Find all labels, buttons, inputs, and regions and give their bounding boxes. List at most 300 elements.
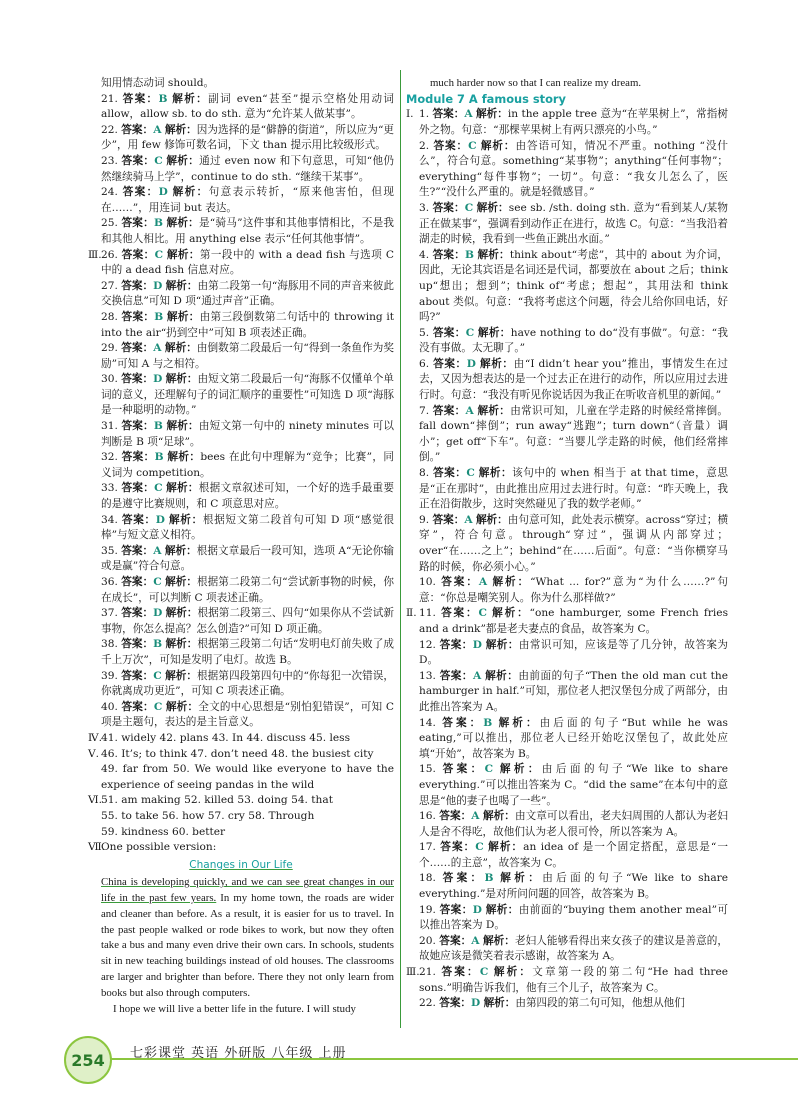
answer-letter: A [153,544,162,557]
explanation-text: 该句中的 when 相当于 at that time，意思是“正在那时”，由此推出应用过去进行时。句意：“昨天晚上，我正在沿街散步，这时突然碰见了我的数学老师。” [419,467,729,511]
question-number: 21. [101,92,118,105]
answer-letter: B [154,451,164,464]
answer-entry [88,341,394,372]
answer-entry [406,606,728,637]
answer-label: 答案： [121,342,154,355]
answer-letter: A [471,810,480,823]
explanation-label: 解析： [482,934,515,947]
answer-letter: C [154,482,163,495]
question-number: 31. [101,420,118,433]
question-number: 3. [419,201,430,214]
explanation-text: 是“骑马”这件事和其他事情相比，不是我和其他人相比。用 anything else 表示“任何其他事情”。 [101,217,395,245]
explanation-text: think about“考虑”，其中的 about 为介词，因此，无论其宾语是名词还是代词，都要放在 about 之后；think up“想出；想到”；think of“考虑；想起”，其用法和 think about 类似。句意：“我将考虑这个问题，待会儿给你回电话，好吗?” [419,248,729,324]
explanation-text: an idea of 是一个固定搭配，意思是“一个……的主意”，故答案为 C。 [419,841,728,869]
answer-label: 答案： [442,763,485,776]
vocab-row [88,731,394,747]
explanation-text: “one hamburger, some French fries and a drink”都是老夫妻点的食品，故答案为 C。 [419,607,729,635]
question-number: 27. [101,279,118,292]
section-numeral: Ⅲ. [88,248,102,261]
vocab-answer: 52. killed [184,794,234,807]
answer-entry [88,248,394,279]
question-number: 9. [419,513,430,526]
answer-entry [406,201,728,248]
explanation-text: 由答语可知，情况不严重。nothing “没什么”，符合句意。something“某事物”；anything“任何事物”；everything“每件事物”；一切”。句意：“我女儿怎么了，医生?”“没什么严重的。就是轻微感冒。” [419,139,729,199]
explanation-text: 由第四段的第二句可知，他想从他们 [515,997,685,1010]
answer-entry [88,700,394,731]
answer-letter: D [153,373,163,386]
answer-letter: C [464,201,474,214]
explanation-label: 解析： [479,357,514,370]
question-number: 15. [419,763,436,776]
explanation-label: 解析： [166,482,199,495]
answer-label: 答案： [433,467,467,480]
answer-entry [88,372,394,419]
answer-letter: D [471,997,481,1010]
answer-entry [406,809,728,840]
answer-entry [88,279,394,310]
question-number: 19. [419,903,436,916]
answer-entry [88,669,394,700]
explanation-text: 句意表示转折，“原来他害怕，但现在……”，用连词 but 表达。 [101,186,395,214]
answer-entry [406,669,728,716]
explanation-label: 解析： [480,139,516,152]
vocab-answer: 54. that [291,794,333,807]
answer-entry [406,575,728,606]
question-number: 35. [101,544,118,557]
answer-entry [406,716,728,763]
question-number: 29. [101,342,118,355]
answer-letter: D [158,186,168,199]
answer-label: 答案： [441,576,479,589]
question-number: 7. [419,404,430,417]
vocab-answer: 60. better [171,825,226,838]
answer-label: 答案： [121,513,156,526]
explanation-text: 由第三段倒数第二句话中的 throwing it into the air“扔到空中”可知 B 项表述正确。 [101,310,395,339]
answer-letter: C [153,669,162,682]
question-number: 11. [419,607,436,620]
answer-entry [406,139,728,201]
question-number: 2. [419,139,430,152]
explanation-text: 由倒数第二段最后一句“得到一条鱼作为奖励”可知 A 与之相符。 [101,342,395,370]
answer-letter: B [158,92,168,105]
explanation-text: 由前面的句子“Then the old man cut the hamburger in half.”可知，那位老人把汉堡包分成了两部分，由此推出答案为 A。 [419,669,728,713]
question-number: 21. [419,966,436,979]
explanation-label: 解析： [164,544,197,557]
answer-label: 答案： [440,841,476,854]
answer-entry [88,419,394,450]
answer-label: 答案： [432,248,465,261]
vocab-row [88,825,394,841]
explanation-text: 由文章可以看出，老夫妇周围的人都认为老妇人是舍不得吃，故他们认为老人很可怜，所以答案为 A。 [419,810,729,838]
question-number: 22. [419,997,436,1010]
answer-entry [406,903,728,934]
book-title: 七彩课堂 英语 外研版 八年级 上册 [130,1046,347,1061]
section-numeral: Ⅴ. [88,747,100,760]
explanation-label: 解析： [478,467,513,480]
left-column [88,76,394,1017]
answer-entry [406,762,728,809]
answer-letter: C [153,576,162,588]
explanation-label: 解析： [488,841,524,854]
question-number: 37. [101,607,118,620]
answer-letter: C [154,154,163,167]
answer-entry [406,404,728,466]
explanation-text: see sb. /sth. doing sth. 意为“看到某人/某物正在做某事”，强调看到动作正在进行，故选 C。句意：“当我沿着湖走的时候，我看到一些鱼正跳出水面。” [419,201,728,246]
explanation-text: 由常识可知，儿童在学走路的时候经常摔倒。fall down“摔倒”；run away“逃跑”；turn down“（音量）调小”；get off“下车”。句意：“当婴儿学走路的时候，他们经常摔倒。” [419,404,729,464]
answer-entry [406,871,728,902]
answer-entry [88,637,394,668]
explanation-label: 解析： [165,373,198,386]
explanation-label: 解析： [493,966,533,979]
answer-label: 答案： [122,186,159,199]
explanation-text: 通过 even now 和下句意思，可知“他仍然继续骑马上学”，continue to do sth. “继续干某事”。 [101,154,395,183]
vocab-answer: 45. less [309,731,351,744]
answer-letter: D [153,607,163,620]
answer-entry [406,513,728,575]
answer-letter: A [153,342,162,355]
explanation-text: 全文的中心思想是“别怕犯错误”，可知 C 项是主题句，表达的是主旨意义。 [101,700,394,729]
vocab-answer: 44. discuss [246,731,306,744]
answer-entry [88,450,394,481]
explanation-label: 解析： [164,342,197,355]
explanation-label: 解析： [172,92,209,105]
explanation-text: 根据文章最后一段可知，选项 A“无论你输或是赢”符合句意。 [101,544,395,573]
page-number: 254 [64,1036,112,1084]
explanation-label: 解析： [165,576,198,588]
answer-label: 答案： [121,576,154,588]
answer-entry [406,357,728,404]
section-numeral: Ⅵ. [88,794,103,807]
vocab-answer: 46. It’s; to think [101,747,188,760]
answer-label: 答案： [432,404,466,417]
page-footer [0,1028,800,1112]
answer-letter: D [153,279,163,292]
explanation-text: “What ... for?”意为“为什么……?”句意：“你总是嘲笑别人。你为什么那样做?” [419,576,729,604]
answer-label: 答案： [432,326,466,339]
answer-label: 答案： [121,279,154,292]
explanation-text: 老妇人能够看得出来女孩子的建议是善意的，故她应该是微笑着表示感谢，故答案为 A。 [419,934,729,963]
question-number: 26. [101,248,118,261]
answer-letter: C [465,326,475,339]
explanation-text: 由后面的句子“But while he was eating,”可以推出，那位老人已经开始吃汉堡包了，故此处应填“开始”，故答案为 B。 [419,716,728,760]
answer-entry [88,575,394,606]
vocab-row [88,793,394,809]
answer-letter: C [468,139,477,152]
answer-label: 答案： [441,607,479,620]
module-heading: Module 7 A famous story [406,91,566,106]
explanation-label: 解析： [166,248,200,261]
essay-paragraph-1 [101,875,394,1001]
answer-letter: B [484,872,494,885]
question-number: 25. [101,217,118,230]
section-7-heading [88,840,394,856]
explanation-label: 解析： [172,186,209,199]
question-number: 12. [419,638,436,651]
answer-entry [88,92,394,123]
answer-label: 答案： [442,716,484,729]
answer-letter: B [153,420,163,433]
explanation-label: 解析： [476,201,509,214]
explanation-label: 解析： [169,513,203,526]
answer-entry [406,934,728,965]
explanation-text: 根据第四段第四句中的“你每犯一次错误，你就离成功更近”，可知 C 项表述正确。 [101,669,395,698]
answer-entry [406,248,728,326]
explanation-text: 由第二段第一句“海豚用不同的声音来彼此交换信息”可知 D 项“通过声音”正确。 [101,279,394,308]
essay-paragraph-2: I hope we will live a better life in the future. I will study [113,1002,356,1015]
essay-text: In my home town, the roads are wider and cleaner than before. As a result, it is easier for us to travel. In the past people walked or rode bikes to work, but now they often take a bus and many even drive their own cars. In schools, students sit in new teaching buildings instead of old houses. The classrooms are larger and brighter than before. There they not only learn from books but also through computers. [101,892,394,999]
question-number: 20. [419,934,436,947]
explanation-label: 解析： [475,108,508,121]
answer-label: 答案： [122,92,159,105]
answer-letter: C [479,966,489,979]
section-numeral: Ⅱ. [406,607,417,620]
answer-entry [88,216,394,247]
question-number: 28. [101,310,118,323]
vocab-answer: 41. widely [101,731,157,744]
explanation-text: 根据第二段第二句“尝试新事物的时候，你在成长”，可以判断 C 项表述正确。 [101,576,395,604]
answer-entry [406,965,728,996]
answer-entry [406,638,728,669]
question-number: 10. [419,576,436,589]
question-number: 23. [101,154,118,167]
answer-letter: B [153,217,163,230]
vocab-answer: 49. far from [101,763,169,776]
explanation-text: 副词 even“甚至”提示空格处用动词 allow，allow sb. to do sth. 意为“允许某人做某事”。 [101,92,395,121]
answer-label: 答案： [439,903,473,916]
answer-letter: B [154,310,164,323]
answer-label: 答案： [121,123,154,136]
explanation-label: 解析： [477,404,511,417]
explanation-text: 由常识可知，应该是等了几分钟，故答案为 D。 [419,638,729,667]
explanation-text: have nothing to do“没有事做”。句意：“我没有事做。太无聊了。” [419,326,729,355]
question-number: 8. [419,467,430,480]
explanation-label: 解析： [477,248,510,261]
answer-entry [88,544,394,575]
answer-letter: D [155,513,165,526]
explanation-text: in the apple tree 意为“在苹果树上”，常指树外之物。句意：“那棵苹果树上有两只漂亮的小鸟。” [419,108,728,136]
explanation-text: 由“I didn’t hear you”推出，事情发生在过去，又因为想表达的是一个过去正在进行的动作，所以应用过去进行时。句意：“我没有听见你说话因为我正在听收音机里的新闻。” [419,357,728,402]
vocab-row [88,809,394,825]
answer-label: 答案： [441,966,480,979]
answer-entry [88,185,394,216]
answer-entry [406,840,728,871]
explanation-text: 根据第三段第二句话“发明电灯前失败了成千上万次”，可知是发明了电灯。故选 B。 [101,638,395,666]
answer-entry [88,606,394,637]
explanation-text: 由短文第一句中的 ninety minutes 可以判断是 B 项“足球”。 [101,420,395,448]
essay-title: Changes in Our Life [189,858,293,871]
explanation-label: 解析： [165,669,198,682]
explanation-label: 解析： [482,810,515,823]
explanation-label: 解析： [492,607,530,620]
explanation-text: 第一段中的 with a dead fish 与选项 C 中的 a dead fish 信息对应。 [101,248,395,277]
answer-letter: D [472,903,482,916]
vocab-row [88,762,394,793]
explanation-text: 由前面的“buying them another meal”可以推出答案为 D。 [419,903,728,932]
answer-label: 答案： [121,544,154,557]
question-number: 16. [419,810,436,823]
explanation-label: 解析： [165,607,198,620]
question-number: 5. [419,326,430,339]
answer-letter: B [464,248,474,261]
section-numeral: Ⅶ. [88,841,106,854]
question-number: 38. [101,638,118,651]
answer-letter: C [466,467,475,480]
answer-letter: D [466,357,476,370]
explanation-label: 解析： [485,638,519,651]
answer-entry [406,107,728,138]
answer-entry [88,481,394,512]
explanation-label: 解析： [499,763,542,776]
answer-label: 答案： [121,700,154,713]
answer-letter: D [472,638,482,651]
explanation-label: 解析： [165,700,199,713]
explanation-text: 由句意可知，此处表示横穿。across“穿过；横穿”，符合句意。through“穿过”，强调从内部穿过；over“在……之上”；behind“在……后面”。句意：“当你横穿马路的时候，你必须小心。” [419,513,729,573]
explanation-label: 解析： [166,420,199,433]
answer-label: 答案： [432,513,465,526]
question-number: 6. [419,357,430,370]
question-number: 32. [101,451,118,464]
vocab-row [88,747,394,763]
vocab-answer: 57. cry [207,809,245,822]
vocab-answer: 42. plans [159,731,209,744]
question-number: 22. [101,123,118,136]
explanation-label: 解析： [483,997,516,1010]
explanation-label: 解析： [166,217,199,230]
answer-label: 答案： [439,638,473,651]
explanation-text: 由后面的句子“We like to share everything.”可以推出答案为 C。“did the same”在本句中的意思是“他的妻子也喝了一些”。 [419,763,729,807]
question-number: 33. [101,482,118,495]
explanation-label: 解析： [166,310,200,323]
answer-letter: C [484,763,494,776]
answer-letter: A [153,123,162,136]
explanation-label: 解析： [485,903,519,916]
answer-label: 答案： [121,669,154,682]
explanation-label: 解析： [167,451,201,464]
answer-letter: A [472,669,482,682]
answer-letter: B [483,716,493,729]
answer-label: 答案： [439,934,472,947]
vocab-answer: 47. don’t need [190,747,268,760]
answer-label: 答案： [121,154,155,167]
vocab-answer: 55. to take [101,809,159,822]
answer-entry [88,123,394,154]
question-number: 30. [101,373,118,386]
essay-continuation: much harder now so that I can realize my dream. [430,77,642,89]
explanation-text: 由后面的句子“We like to share everything.”是对所问问题的回答，故答案为 B。 [419,872,729,901]
answer-label: 答案： [432,108,465,121]
answer-entry [88,513,394,544]
question-number: 18. [419,872,436,885]
question-number: 24. [101,186,118,199]
explanation-text: 因为选择的是“僻静的街道”，所以应为“更少”，用 few 修饰可数名词，下文 than 提示用比较级形式。 [101,123,395,152]
vocab-answer: 53. doing [237,794,288,807]
column-divider [400,70,401,1028]
explanation-label: 解析： [492,576,531,589]
explanation-text: 根据文章叙述可知，一个好的选手最重要的是遵守比赛规则，和 C 项意思对应。 [101,482,395,511]
vocab-answer: 58. Through [248,809,315,822]
explanation-text: bees 在此句中理解为“竞争；比赛”，同义词为 competition。 [101,451,395,479]
explanation-label: 解析： [500,872,543,885]
question-number: 40. [101,700,118,713]
answer-label: 答案： [121,248,155,261]
vocab-answer: 43. In [211,731,244,744]
answer-letter: C [154,248,164,261]
answer-letter: C [478,607,487,620]
answer-label: 答案： [433,139,469,152]
explanation-label: 解析： [165,279,198,292]
section-7-label: One possible version: [101,841,217,854]
explanation-text: 根据第二段第三、四句“如果你从不尝试新事物，你怎么提高？怎么创造?”可知 D 项正确。 [101,607,394,635]
answer-entry [406,466,728,513]
question-number: 4. [419,248,430,261]
question-number: 13. [419,669,436,682]
answer-label: 答案： [433,357,467,370]
question-number: 17. [419,841,436,854]
question-number: 14. [419,716,436,729]
answer-label: 答案： [432,201,465,214]
answer-label: 答案： [121,217,154,230]
explanation-label: 解析： [475,513,508,526]
explanation-label: 解析： [166,154,200,167]
explanation-label: 解析： [165,638,198,651]
vocab-answer: 48. the busiest city [271,747,374,760]
answer-label: 答案： [121,482,155,495]
continuation-text [88,76,394,92]
answer-letter: B [153,638,163,651]
answer-entry [406,326,728,357]
answer-entry [88,310,394,341]
essay-topic-sentence: China is developing quickly, and we can see great changes in our life in the past few years. [101,876,394,905]
question-number: 39. [101,669,118,682]
entry-text: 知用情态动词 should。 [101,77,215,89]
vocab-answer: 50. We would like everyone to have the experience of seeing pandas in the wild [101,763,394,791]
question-number: 36. [101,576,118,588]
question-number: 34. [101,513,118,526]
answer-letter: C [475,841,484,854]
section-numeral: Ⅲ. [406,966,420,979]
answer-label: 答案： [439,810,472,823]
answer-label: 答案： [121,638,154,651]
answer-entry [406,996,728,1012]
answer-label: 答案： [121,451,155,464]
explanation-label: 解析： [477,326,511,339]
answer-letter: A [478,576,488,589]
section-numeral: Ⅰ. [406,108,414,121]
essay-body [88,875,394,1017]
answer-label: 答案： [121,373,154,386]
explanation-label: 解析： [164,123,197,136]
answer-entry [88,154,394,185]
right-column [406,76,728,1012]
answer-label: 答案： [439,997,472,1010]
explanation-text: 文章第一段的第二句“He had three sons.”明确告诉我们，他有三个儿子，故答案为 C。 [419,966,729,994]
question-number: 1. [419,108,430,121]
answer-label: 答案： [121,310,155,323]
answer-label: 答案： [442,872,485,885]
answer-label: 答案： [439,669,473,682]
answer-letter: A [464,108,473,121]
section-numeral: Ⅳ. [88,731,102,744]
explanation-text: 根据短文第二段首句可知 D 项“感觉很棒”与短文意义相符。 [101,513,395,542]
answer-letter: A [471,934,480,947]
explanation-label: 解析： [498,716,540,729]
explanation-label: 解析： [485,669,519,682]
answer-label: 答案： [121,420,154,433]
answer-letter: C [153,700,163,713]
vocab-answer: 51. am making [101,794,181,807]
vocab-answer: 59. kindness [101,825,169,838]
answer-letter: A [465,404,474,417]
